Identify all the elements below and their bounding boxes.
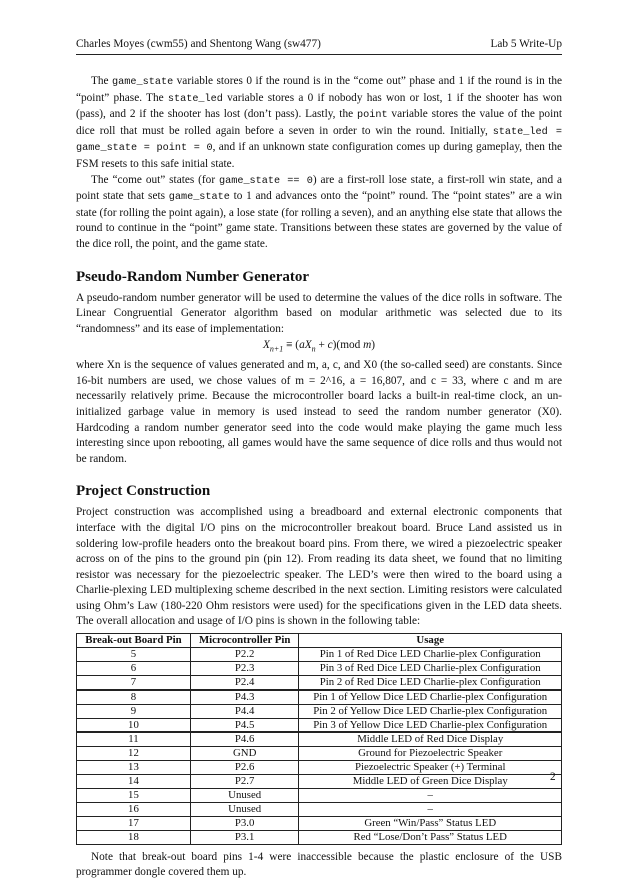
table-row: 11 P4.6 Middle LED of Red Dice Display [77, 732, 562, 746]
page-body [76, 74, 562, 881]
section-heading-project: Project Construction [76, 483, 211, 500]
lcg-equation: $X_{n+1} \equiv (aX_n + c)(mod$ m) [262, 339, 376, 354]
paragraph-game-state: The game_state variable stores 0 if the round is in the “come out” phase and 1 if the round is in the “point” phase. The state_led variable stores a 0 if nobody has won or lost, 1 if the shooter has won (pass), and 2 if the shooter has lost (don’t pass). Lastly, the point variable stores the value of the point dice roll that must be rolled again before a seven in order to win the round. Initially, state_led = game_state = point = 0, and if an unknown state configuration comes up during gameplay, then the FSM resets to this safe initial state. [76, 75, 563, 170]
table-row: 17 P3.0 Green “Win/Pass” Status LED [77, 816, 562, 830]
paragraph-prng-body: where Xn is the sequence of values generated and m, a, c, and X0 (the so-called seed) are constants. Since 16-bit numbers are used, we chose values of m = 2^16, a = 16,807, and c = 33, where c and m are necessarily relatively prime. Because the microcontroller board lacks a built-in real-time clock, an un-initialized garbage value in memory is used instead to seed the random number generator (X0). Hardcoding a random number generator seed into the code would make playing the game much less interesting since upon rebooting, all games would have the same sequence of dice rolls and thus would not be random. [76, 359, 562, 465]
running-header [76, 38, 562, 54]
header-authors: Charles Moyes (cwm55) and Shentong Wang (sw477) [76, 38, 321, 50]
col-header-usage: Usage [299, 634, 562, 648]
paragraph-note: Note that break-out board pins 1-4 were inaccessible because the plastic enclosure of the USB programmer dongle covered them up. [76, 850, 562, 879]
col-header-mcu-pin: Microcontroller Pin [190, 634, 299, 648]
table-row: 6 P2.3 Pin 3 of Red Dice LED Charlie-plex Configuration [77, 661, 562, 675]
header-doc-title: Lab 5 Write-Up [490, 38, 562, 50]
table-row: 9 P4.4 Pin 2 of Yellow Dice LED Charlie-plex Configuration [77, 704, 562, 718]
table-row: 12 GND Ground for Piezoelectric Speaker [77, 747, 562, 761]
paragraph-prng-intro: A pseudo-random number generator will be used to determine the values of the dice rolls in software. The Linear Congruential Generator algorithm based on modular arithmetic was selected due to its “randomness” and its ease of implementation: [76, 291, 562, 335]
table-row: 18 P3.1 Red “Lose/Don’t Pass” Status LED [77, 830, 562, 844]
table-row: 5 P2.2 Pin 1 of Red Dice LED Charlie-plex Configuration [77, 647, 562, 661]
header-rule [76, 54, 562, 55]
page-number: 2 [550, 771, 556, 783]
table-row: 8 P4.3 Pin 1 of Yellow Dice LED Charlie-plex Configuration [77, 690, 562, 704]
table-row: 16 Unused – [77, 802, 562, 816]
section-heading-prng: Pseudo-Random Number Generator [76, 268, 310, 285]
table-row: 14 P2.7 Middle LED of Green Dice Display [77, 775, 562, 789]
paragraph-project-body: Project construction was accomplished using a breadboard and external electronic components that interface with the digital I/O pins on the microcontroller breakout board. Bruce Land assisted us in soldering low-profile headers onto the breakout board pins. From there, we wired a piezoelectric speaker across on of the pins to the ground pin (pin 12). From reading its data sheet, we found that no limiting resistor was necessary for the piezoelectric speaker. The LED’s were then wired to the board using a Charlie-plexing LED multiplexing scheme described in the next section. Limiting resistors were calculated using Ohm’s Law (180-220 Ohm resistors were used) for the specifications given in the LED data sheets. The overall allocation and usage of I/O pins is shown in the following table: [76, 506, 562, 628]
table-row: 15 Unused – [77, 789, 562, 803]
paragraph-come-out-states: The “come out” states (for game_state == 0) are a first-roll lose state, a first-roll win state, and a point state that sets game_state to 1 and advances onto the “point” round. The “point states” are a win state (for rolling the point again), a lose state (for rolling a seven), and an anything else state that allows the round to continue in the “point” game state. Transitions between these states are governed by the value of the dice roll, the point, and the game state. [76, 173, 563, 250]
table-header-row [77, 634, 562, 648]
io-pin-table [76, 633, 562, 845]
col-header-breakout-pin: Break-out Board Pin [77, 634, 191, 648]
table-row: 13 P2.6 Piezoelectric Speaker (+) Terminal [77, 761, 562, 775]
table-row: 10 P4.5 Pin 3 of Yellow Dice LED Charlie-plex Configuration [77, 718, 562, 732]
table-row: 7 P2.4 Pin 2 of Red Dice LED Charlie-plex Configuration [77, 675, 562, 689]
